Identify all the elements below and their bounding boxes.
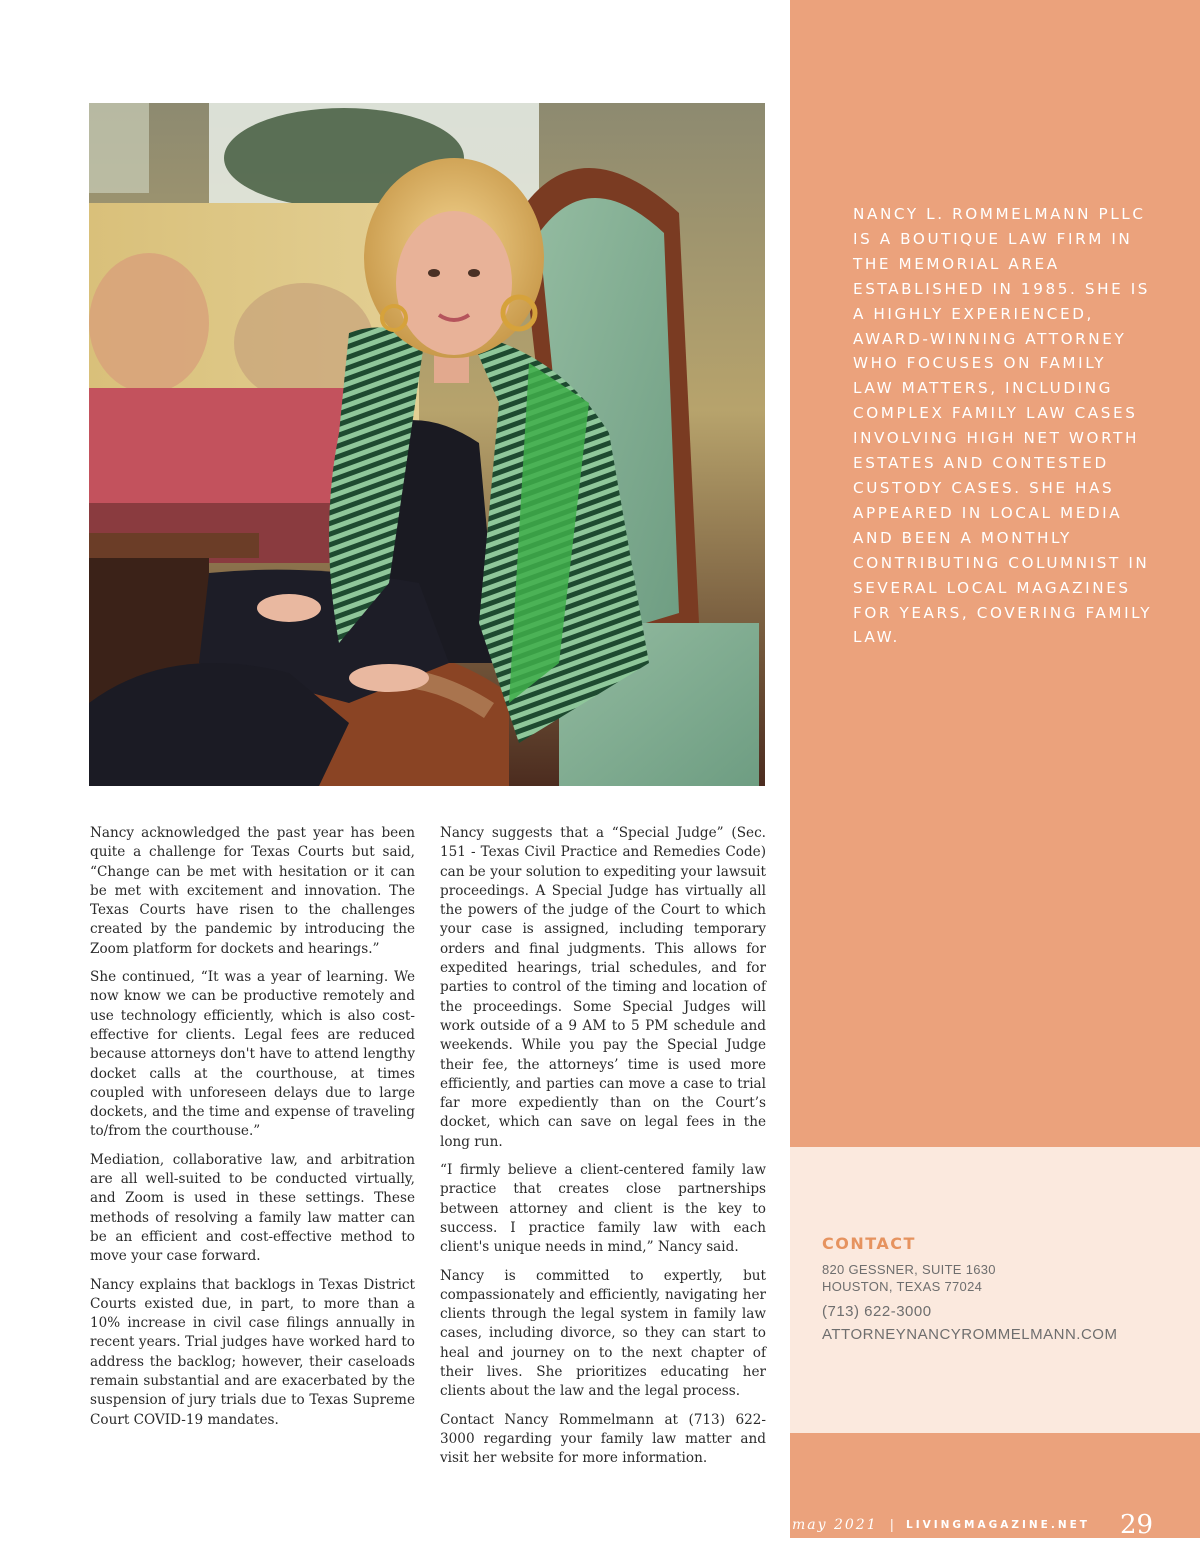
- article-paragraph: “I firmly believe a client-centered family law practice that creates close partnerships between attorney and client is the key to success. I practice family law with each client's unique needs in mind,” Nancy said.: [440, 1162, 766, 1256]
- contact-website: ATTORNEYNANCYROMMELMANN.COM: [822, 1326, 1118, 1343]
- article-paragraph: Mediation, collaborative law, and arbitration are all well-suited to be conducted virtually, and Zoom is used in these settings. These methods of resolving a family law matter can be an efficient and cost-effective method to move your case forward.: [90, 1151, 415, 1265]
- article-column-left: [90, 824, 415, 1439]
- article-paragraph: Nancy explains that backlogs in Texas District Courts existed due, in part, to more than a 10% increase in civil case filings annually in recent years. Trial judges have worked hard to address the backlog; however, their caseloads remain substantial and are exacerbated by the suspension of jury trials due to Texas Supreme Court COVID-19 mandates.: [90, 1276, 415, 1428]
- contact-address-line1: 820 GESSNER, SUITE 1630: [822, 1262, 996, 1277]
- article-paragraph: She continued, “It was a year of learning. We now know we can be productive remotely and use technology efficiently, which is also cost-effective for clients. Legal fees are reduced because attorneys don't have to attend lengthy docket calls at the courthouse, at times coupled with unforeseen delays due to large dockets, and the time and expense of traveling to/from the courthouse.”: [90, 969, 415, 1140]
- contact-block: [822, 1234, 1162, 1345]
- portrait-photo: [89, 103, 765, 786]
- article-paragraph: Nancy is committed to expertly, but compassionately and efficiently, navigating her clients through the legal system in family law cases, including divorce, so they can start to heal and journey on to the next chapter of their lives. She prioritizes educating her clients about the law and the legal process.: [440, 1267, 766, 1400]
- page-footer: [792, 1505, 1153, 1545]
- article-paragraph: Nancy acknowledged the past year has been quite a challenge for Texas Courts but said, “Change can be met with hesitation or it can be met with excitement and innovation. The Texas Courts have risen to the challenges created by the pandemic by introducing the Zoom platform for dockets and hearings.”: [90, 825, 415, 957]
- contact-heading: CONTACT: [822, 1234, 916, 1253]
- footer-site: LIVINGMAGAZINE.NET: [906, 1519, 1090, 1531]
- contact-phone: (713) 622-3000: [822, 1303, 932, 1320]
- page-number: 29: [1119, 1510, 1154, 1540]
- footer-issue: may 2021: [792, 1517, 878, 1533]
- article-paragraph: Nancy suggests that a “Special Judge” (Sec. 151 - Texas Civil Practice and Remedies Code) can be your solution to expediting your lawsuit proceedings. A Special Judge has virtually all the powers of the judge of the Court to which your case is assigned, including temporary orders and final judgments. This allows for expedited hearings, trial schedules, and for parties to control of the timing and location of the proceedings. Some Special Judges will work outside of a 9 AM to 5 PM schedule and weekends. While you pay the Special Judge their fee, the attorneys’ time is used more efficiently, and parties can move a case to trial far more expediently than on the Court’s docket, which can save on legal fees in the long run.: [440, 825, 766, 1150]
- article-column-right: [440, 824, 766, 1478]
- article-paragraph: Contact Nancy Rommelmann at (713) 622-3000 regarding your family law matter and visit her website for more information.: [440, 1411, 766, 1467]
- sidebar-blurb: NANCY L. ROMMELMANN PLLC IS A BOUTIQUE LAW FIRM IN THE MEMORIAL AREA ESTABLISHED IN 1985. SHE IS A HIGHLY EXPERIENCED, AWARD-WINNING ATTORNEY WHO FOCUSES ON FAMILY LAW MATTERS, INCLUDING COMPLEX FAMILY LAW CASES INVOLVING HIGH NET WORTH ESTATES AND CONTESTED CUSTODY CASES. SHE HAS APPEARED IN LOCAL MEDIA AND BEEN A MONTHLY CONTRIBUTING COLUMNIST IN SEVERAL LOCAL MAGAZINES FOR YEARS, COVERING FAMILY LAW.: [853, 205, 1153, 647]
- footer-separator: |: [889, 1517, 895, 1533]
- contact-address-line2: HOUSTON, TEXAS 77024: [822, 1279, 983, 1294]
